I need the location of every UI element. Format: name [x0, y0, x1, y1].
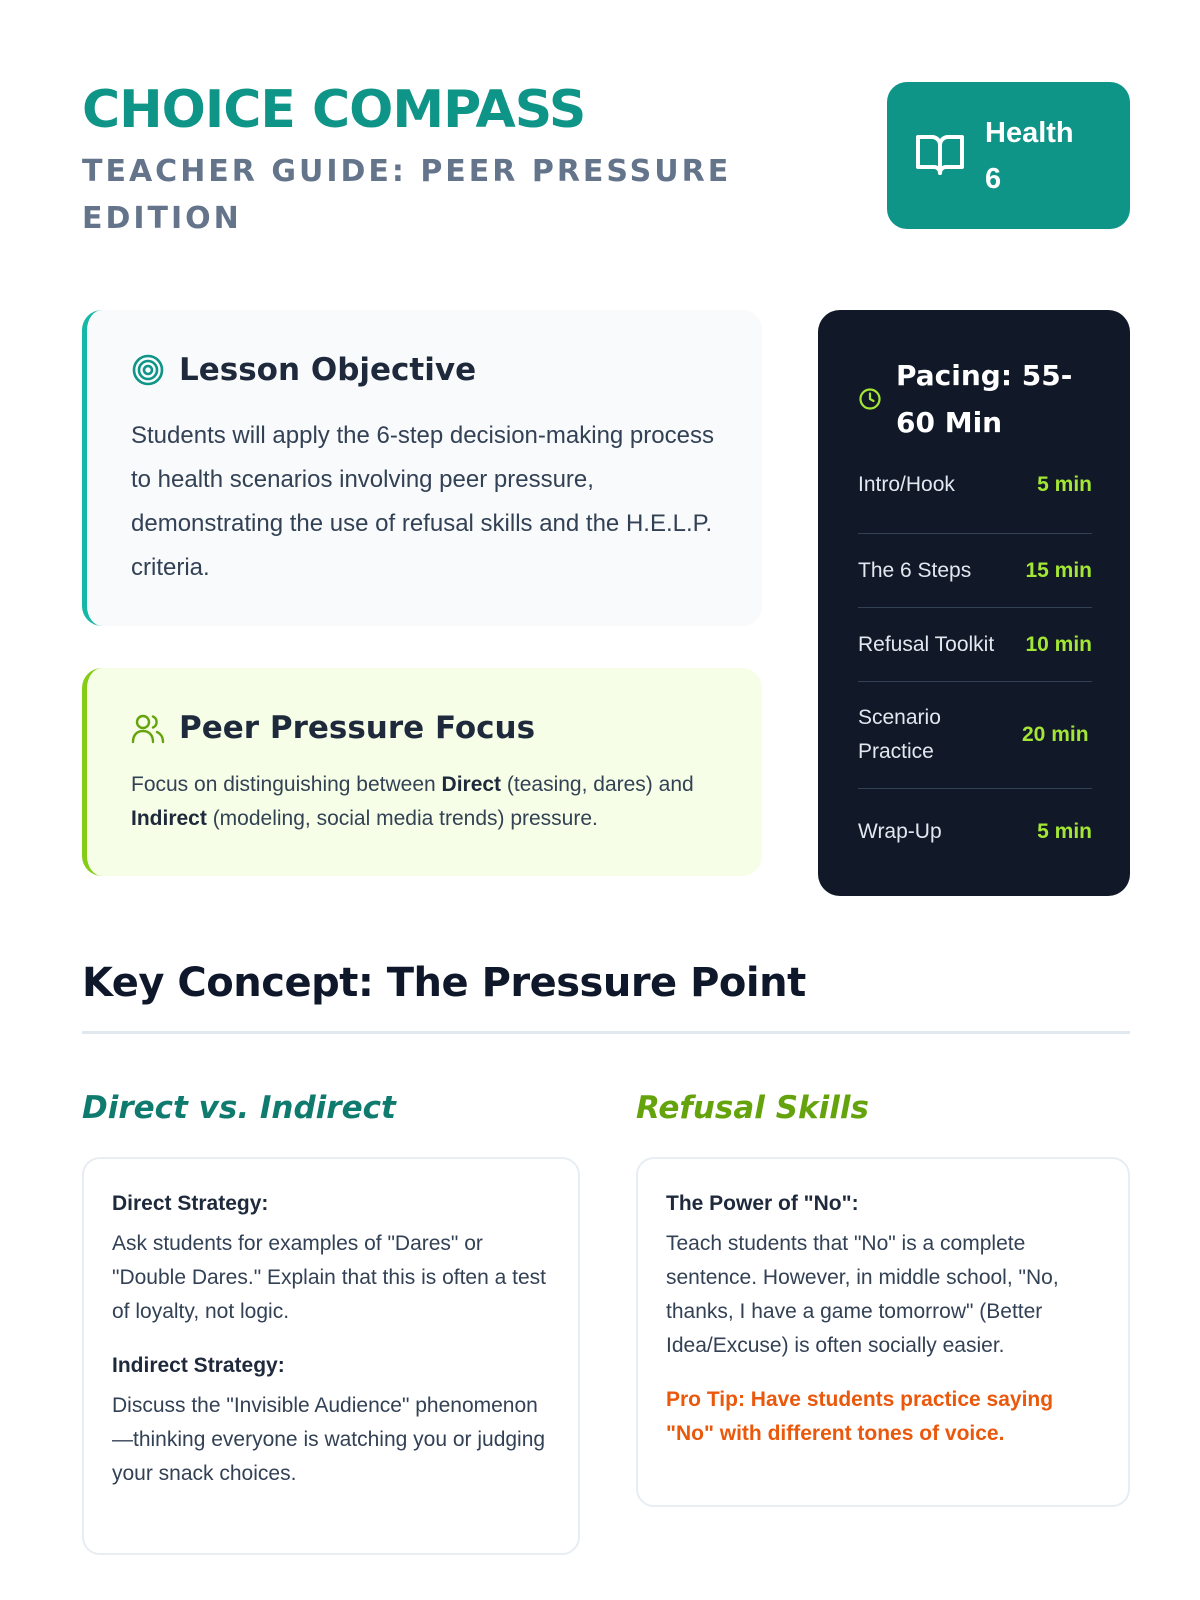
direct-term: Direct: [441, 773, 502, 796]
badge-subject: Health: [985, 117, 1074, 149]
peer-pressure-focus-text: [131, 768, 741, 836]
pacing-row: [858, 789, 1092, 875]
peer-pressure-focus-title: Peer Pressure Focus: [179, 710, 536, 746]
focus-text-part: Focus on distinguishing between: [131, 773, 442, 796]
page-title: CHOICE COMPASS: [82, 80, 586, 140]
section-divider: [82, 1031, 1130, 1034]
header: [82, 78, 1130, 238]
subject-badge: [887, 82, 1130, 229]
pacing-activity: Scenario Practice: [858, 706, 941, 763]
badge-grade: 6: [985, 163, 1002, 195]
badge-text: [985, 110, 1115, 202]
pacing-panel: [818, 310, 1130, 896]
pacing-row: [858, 608, 1092, 682]
pacing-row: [858, 682, 1092, 789]
pacing-header: [858, 352, 1086, 446]
direct-strategy-text: Ask students for examples of "Dares" or "Double Dares." Explain that this is often a test of loyalty, not logic.: [112, 1232, 546, 1323]
pacing-activity: The 6 Steps: [858, 558, 972, 582]
pacing-duration: 5 min: [1037, 820, 1092, 843]
key-concept-title: Key Concept: The Pressure Point: [82, 960, 806, 1006]
refusal-skills-box: [636, 1157, 1130, 1507]
pacing-activity: Wrap-Up: [858, 820, 942, 843]
target-icon: [131, 353, 165, 387]
peer-pressure-focus-header: [131, 710, 535, 746]
clock-icon: [858, 387, 882, 411]
direct-indirect-content: [112, 1187, 552, 1491]
indirect-strategy-label: Indirect Strategy:: [112, 1354, 285, 1377]
lesson-objective-header: [131, 352, 476, 388]
direct-indirect-box: [82, 1157, 580, 1555]
peer-pressure-focus-card: [82, 668, 762, 876]
lesson-objective-title: Lesson Objective: [179, 352, 477, 388]
refusal-skills-heading: Refusal Skills: [636, 1090, 869, 1126]
refusal-skills-content: [666, 1187, 1086, 1451]
direct-indirect-heading: Direct vs. Indirect: [82, 1090, 396, 1126]
focus-text-part: (teasing, dares) and: [501, 773, 694, 796]
page-subtitle: TEACHER GUIDE: PEER PRESSURE EDITION: [82, 154, 732, 236]
pacing-duration: 15 min: [1025, 558, 1092, 582]
indirect-strategy-text: Discuss the "Invisible Audience" phenomenon—thinking everyone is watching you or judging your snack choices.: [112, 1394, 546, 1485]
indirect-term: Indirect: [131, 807, 207, 830]
direct-strategy-label: Direct Strategy:: [112, 1192, 269, 1215]
book-icon: [915, 132, 965, 176]
focus-text-part: (modeling, social media trends) pressure.: [206, 807, 598, 830]
pacing-list: [858, 460, 1092, 875]
pacing-title: Pacing: 55-60 Min: [896, 359, 1073, 439]
lesson-objective-card: [82, 310, 762, 626]
users-icon: [131, 711, 165, 745]
pacing-row: [858, 460, 1092, 534]
pacing-row: [858, 534, 1092, 608]
power-of-no-text: Teach students that "No" is a complete sentence. However, in middle school, "No, thanks, I have a game tomorrow" (Better Idea/Excuse) is often socially easier.: [666, 1232, 1059, 1357]
lesson-objective-text: Students will apply the 6-step decision-making process to health scenarios involving peer pressure, demonstrating the use of refusal skills and the H.E.L.P. criteria.: [131, 422, 714, 581]
pro-tip: Pro Tip: Have students practice saying "No" with different tones of voice.: [666, 1388, 1054, 1445]
pacing-activity: Intro/Hook: [858, 473, 955, 496]
power-of-no-label: The Power of "No":: [666, 1192, 859, 1215]
pacing-duration: 5 min: [1037, 473, 1092, 496]
pacing-duration: 10 min: [1025, 632, 1092, 656]
pacing-duration: 20 min: [1022, 723, 1089, 746]
pacing-activity: Refusal Toolkit: [858, 632, 995, 656]
